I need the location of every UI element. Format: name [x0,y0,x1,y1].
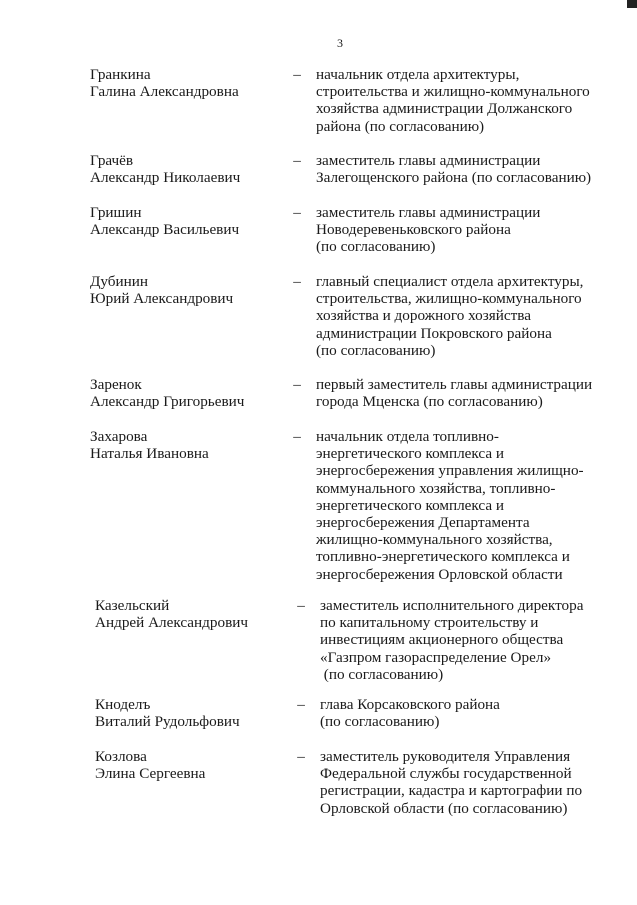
given-names: Андрей Александрович [95,614,249,632]
dash-separator: – [293,66,301,83]
position-line: города Мценска (по согласованию) [316,393,543,411]
position-line: начальник отдела топливно- [316,428,499,445]
dash-separator: – [297,748,305,765]
position-line: первый заместитель главы администрации [316,376,593,393]
member-position [316,376,606,410]
dash-separator: – [293,152,301,169]
member-name [90,204,290,238]
surname: Кноделъ [95,696,151,713]
position-line: (по согласованию) [320,665,444,683]
member-name [90,428,290,462]
page-number: 3 [337,36,343,50]
position-line: района (по согласованию) [316,117,485,135]
position-line: администрации Покровского района [316,324,552,342]
position-line: хозяйства и дорожного хозяйства [316,307,531,325]
given-names: Александр Григорьевич [90,393,245,411]
surname: Гришин [90,204,142,221]
position-line: энергосбережения управления жилищно- [316,462,584,480]
member-position [316,428,606,583]
position-line: (по согласованию) [316,341,436,359]
member-name [95,696,295,730]
member-position [320,597,610,683]
member-position [316,204,606,256]
dash-separator: – [293,204,301,221]
dash-separator: – [297,597,305,614]
position-line: энергетического комплекса и [316,445,505,463]
position-line: главный специалист отдела архитектуры, [316,273,584,290]
position-line: заместитель исполнительного директора [320,597,584,614]
member-name [90,66,290,100]
scan-corner-mark [627,0,637,8]
member-position [320,748,610,817]
position-line: хозяйства администрации Должанского [316,100,573,118]
member-name [90,376,290,410]
position-line: Федеральной службы государственной [320,765,572,783]
position-line: строительства и жилищно-коммунального [316,83,590,101]
position-line: строительства, жилищно-коммунального [316,290,582,308]
dash-separator: – [297,696,305,713]
member-name [90,273,290,307]
position-line: по капитальному строительству и [320,614,539,632]
dash-separator: – [293,428,301,445]
position-line: заместитель главы администрации [316,152,541,169]
position-line: «Газпром газораспределение Орел» [320,648,552,666]
given-names: Наталья Ивановна [90,445,209,463]
surname: Захарова [90,428,148,445]
position-line: Залегощенского района (по согласованию) [316,169,592,187]
position-line: топливно-энергетического комплекса и [316,548,570,566]
surname: Казельский [95,597,170,614]
member-name [90,152,290,186]
member-name [95,748,295,782]
position-line: Орловской области (по согласованию) [320,799,568,817]
position-line: коммунального хозяйства, топливно- [316,479,556,497]
position-line: жилищно-коммунального хозяйства, [316,531,553,549]
given-names: Элина Сергеевна [95,765,206,783]
given-names: Галина Александровна [90,83,239,101]
surname: Гранкина [90,66,151,83]
surname: Заренок [90,376,142,393]
position-line: (по согласованию) [316,238,436,256]
dash-separator: – [293,273,301,290]
surname: Козлова [95,748,147,765]
given-names: Александр Николаевич [90,169,241,187]
position-line: инвестициям акционерного общества [320,631,564,649]
given-names: Юрий Александрович [90,290,234,308]
member-name [95,597,295,631]
position-line: Новодеревеньковского района [316,221,511,239]
given-names: Александр Васильевич [90,221,240,239]
position-line: заместитель руководителя Управления [320,748,571,765]
position-line: заместитель главы администрации [316,204,541,221]
position-line: глава Корсаковского района [320,696,500,713]
position-line: (по согласованию) [320,713,440,731]
position-line: начальник отдела архитектуры, [316,66,520,83]
member-position [320,696,610,730]
member-position [316,66,606,135]
dash-separator: – [293,376,301,393]
surname: Дубинин [90,273,148,290]
given-names: Виталий Рудольфович [95,713,240,731]
position-line: энергетического комплекса и [316,496,505,514]
surname: Грачёв [90,152,134,169]
position-line: энергосбережения Орловской области [316,565,563,583]
position-line: регистрации, кадастра и картографии по [320,782,583,800]
member-position [316,273,606,359]
position-line: энергосбережения Департамента [316,514,530,532]
member-position [316,152,606,186]
